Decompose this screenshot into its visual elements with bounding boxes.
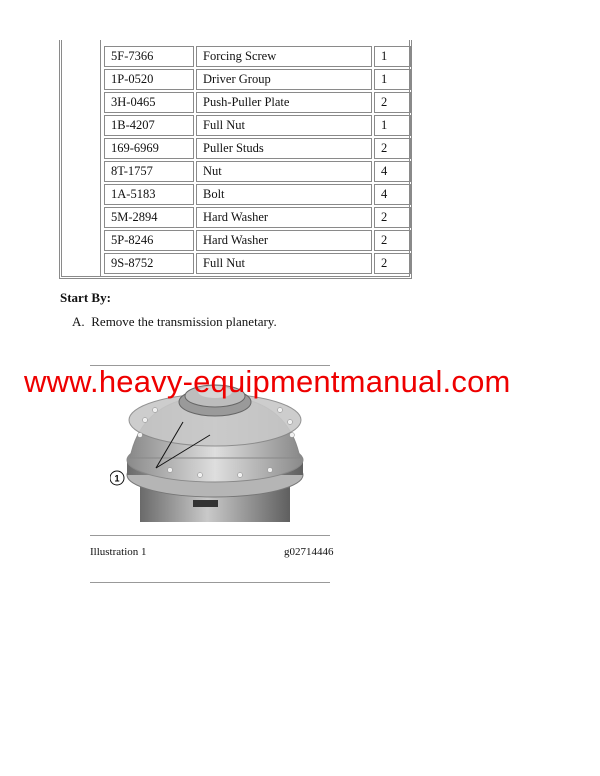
description-cell: Hard Washer xyxy=(196,230,372,251)
part-number-cell: 169-6969 xyxy=(104,138,194,159)
table-row xyxy=(104,184,411,205)
table-row xyxy=(104,138,411,159)
illustration-graphic-id: g02714446 xyxy=(284,546,334,558)
table-row xyxy=(104,69,411,90)
divider-bottom xyxy=(90,582,330,583)
part-number-cell: 1A-5183 xyxy=(104,184,194,205)
quantity-cell: 4 xyxy=(374,161,411,182)
quantity-cell: 2 xyxy=(374,253,411,274)
part-number-cell: 5P-8246 xyxy=(104,230,194,251)
table-row xyxy=(104,46,411,67)
part-number-cell: 3H-0465 xyxy=(104,92,194,113)
quantity-cell: 1 xyxy=(374,46,411,67)
part-number-cell: 1B-4207 xyxy=(104,115,194,136)
description-cell: Full Nut xyxy=(196,253,372,274)
callout-1: 1 xyxy=(114,473,120,484)
quantity-cell: 1 xyxy=(374,69,411,90)
table-row xyxy=(104,115,411,136)
quantity-cell: 2 xyxy=(374,138,411,159)
part-number-cell: 1P-0520 xyxy=(104,69,194,90)
description-cell: Puller Studs xyxy=(196,138,372,159)
description-cell: Driver Group xyxy=(196,69,372,90)
quantity-cell: 2 xyxy=(374,92,411,113)
table-row xyxy=(104,253,411,274)
description-cell: Forcing Screw xyxy=(196,46,372,67)
divider-mid xyxy=(90,535,330,536)
start-by-heading: Start By: xyxy=(60,290,111,305)
description-cell: Nut xyxy=(196,161,372,182)
illustration-caption: Illustration 1 xyxy=(90,546,147,558)
part-number-cell: 9S-8752 xyxy=(104,253,194,274)
step-text: Remove the transmission planetary. xyxy=(91,314,277,329)
part-number-cell: 5M-2894 xyxy=(104,207,194,228)
part-number-cell: 8T-1757 xyxy=(104,161,194,182)
description-cell: Bolt xyxy=(196,184,372,205)
part-number-cell: 5F-7366 xyxy=(104,46,194,67)
description-cell: Hard Washer xyxy=(196,207,372,228)
step-letter: A. xyxy=(72,314,85,329)
quantity-cell: 1 xyxy=(374,115,411,136)
table-row xyxy=(104,92,411,113)
illustration-planetary-housing xyxy=(110,380,320,522)
quantity-cell: 2 xyxy=(374,207,411,228)
description-cell: Push-Puller Plate xyxy=(196,92,372,113)
table-row xyxy=(104,161,411,182)
watermark-text: www.heavy-equipmentmanual.com xyxy=(24,364,511,399)
quantity-cell: 4 xyxy=(374,184,411,205)
quantity-cell: 2 xyxy=(374,230,411,251)
table-row xyxy=(104,230,411,251)
parts-table xyxy=(102,44,413,276)
table-row xyxy=(104,207,411,228)
description-cell: Full Nut xyxy=(196,115,372,136)
step-a xyxy=(72,314,277,330)
